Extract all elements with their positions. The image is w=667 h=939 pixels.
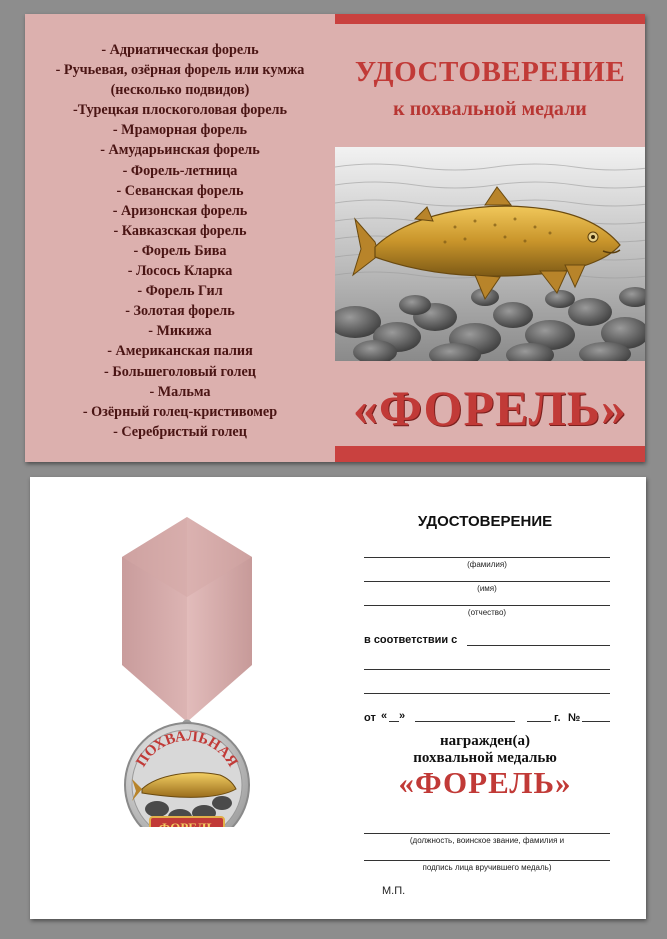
name-line[interactable] <box>364 581 610 582</box>
species-item: (несколько подвидов) <box>110 82 250 99</box>
species-item: - Севанская форель <box>116 182 244 199</box>
medal-arc-text: ПОХВАЛЬНАЯ <box>133 728 241 770</box>
day-quote-close: » <box>399 710 406 722</box>
inner-title: УДОСТОВЕРЕНИЕ <box>417 513 553 530</box>
position-line[interactable] <box>364 833 610 834</box>
name-caption: (имя) <box>477 584 497 593</box>
species-item: - Лосось Кларка <box>127 263 233 280</box>
top-red-bar <box>335 14 645 24</box>
year-label: г. <box>554 712 561 724</box>
species-item: - Золотая форель <box>125 303 235 320</box>
species-item: - Аризонская форель <box>112 202 248 219</box>
species-item: -Турецкая плоскоголовая форель <box>72 102 288 119</box>
surname-caption: (фамилия) <box>467 560 507 569</box>
medal-image <box>112 517 262 832</box>
date-from-label: от <box>364 712 376 724</box>
species-item: - Кавказская форель <box>113 222 247 239</box>
accordance-line-2[interactable] <box>364 669 610 670</box>
day-quote-open: « <box>381 710 388 722</box>
patronymic-line[interactable] <box>364 605 610 606</box>
month-line[interactable] <box>415 721 515 722</box>
awarded-line2: похвальной медалью <box>413 750 557 766</box>
accordance-line-3[interactable] <box>364 693 610 694</box>
species-item: - Мальма <box>149 383 211 400</box>
species-item: - Адриатическая форель <box>101 42 259 58</box>
species-item: - Большеголовый голец <box>104 363 256 380</box>
species-item: - Ручьевая, озёрная форель или кумжа <box>55 62 305 79</box>
cover-medal-name: «ФОРЕЛЬ» <box>353 380 627 436</box>
patronymic-caption: (отчество) <box>467 608 507 617</box>
species-item: - Форель Бива <box>133 242 227 259</box>
certificate-inner-page <box>30 477 646 919</box>
species-item: - Американская палия <box>107 343 253 360</box>
species-item: - Серебристый голец <box>113 423 247 440</box>
position-caption: (должность, воинское звание, фамилия и <box>409 836 565 845</box>
awarded-line1: награжден(а) <box>439 733 531 749</box>
bottom-red-bar <box>335 446 645 462</box>
number-line[interactable] <box>582 721 610 722</box>
species-item: - Микижа <box>148 323 212 340</box>
surname-line[interactable] <box>364 557 610 558</box>
signature-line[interactable] <box>364 860 610 861</box>
accordance-line-1[interactable] <box>467 645 610 646</box>
number-label: № <box>568 712 581 724</box>
species-item: - Амударьинская форель <box>100 142 260 159</box>
cover-title: УДОСТОВЕРЕНИЕ <box>354 56 626 88</box>
species-item: - Форель-летница <box>122 162 238 179</box>
trout-photo <box>335 147 645 361</box>
year-line[interactable] <box>527 721 551 722</box>
cover-subtitle: к похвальной медали <box>393 98 587 120</box>
trout-figure-image <box>335 147 645 361</box>
day-line[interactable] <box>389 721 399 722</box>
signature-caption: подпись лица вручившего медаль) <box>422 863 552 872</box>
inner-medal-name: «ФОРЕЛЬ» <box>398 765 572 800</box>
trout-species-list <box>25 40 335 442</box>
certificate-cover <box>25 14 645 462</box>
accordance-label: в соответствии с <box>364 634 458 646</box>
species-item: - Озёрный голец-кристивомер <box>82 403 278 420</box>
medal-ribbon-text <box>159 820 215 827</box>
species-item: - Форель Гил <box>137 283 223 300</box>
species-item: - Мраморная форель <box>112 122 248 139</box>
stamp-place-label: М.П. <box>382 885 406 897</box>
